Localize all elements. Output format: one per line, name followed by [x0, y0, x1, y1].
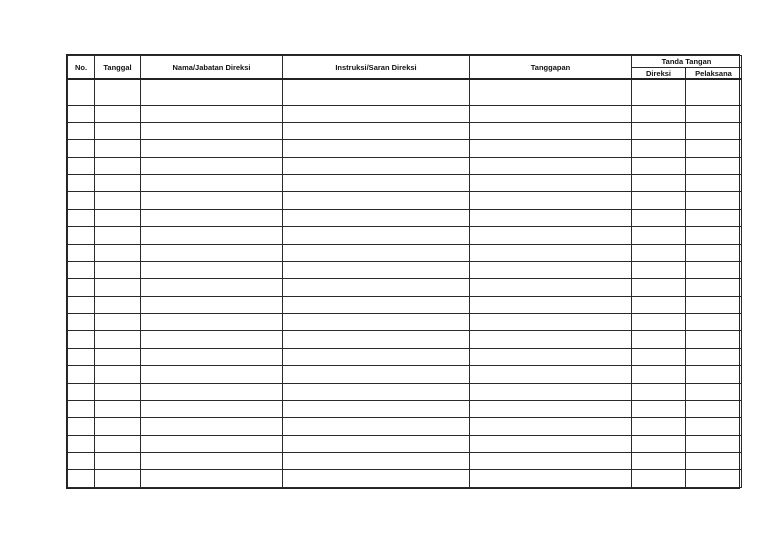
table-row	[68, 435, 742, 452]
table-row	[68, 296, 742, 313]
table-row	[68, 314, 742, 331]
cell-tanggapan[interactable]	[470, 140, 632, 157]
cell-tanggal[interactable]	[95, 470, 141, 488]
table-row	[68, 348, 742, 365]
cell-nama-jabatan[interactable]	[141, 331, 283, 348]
cell-instruksi[interactable]	[283, 261, 470, 278]
table-row	[68, 140, 742, 157]
header-tanggapan: Tanggapan	[470, 56, 632, 80]
cell-ttd-direksi[interactable]	[632, 279, 686, 296]
cell-ttd-direksi[interactable]	[632, 400, 686, 417]
cell-ttd-direksi[interactable]	[632, 157, 686, 174]
cell-ttd-pelaksana[interactable]	[686, 192, 742, 209]
cell-ttd-direksi[interactable]	[632, 453, 686, 470]
cell-ttd-pelaksana[interactable]	[686, 400, 742, 417]
cell-tanggal[interactable]	[95, 435, 141, 452]
cell-no[interactable]	[68, 453, 95, 470]
cell-ttd-direksi[interactable]	[632, 175, 686, 192]
cell-nama-jabatan[interactable]	[141, 400, 283, 417]
cell-nama-jabatan[interactable]	[141, 453, 283, 470]
cell-tanggal[interactable]	[95, 192, 141, 209]
cell-ttd-pelaksana[interactable]	[686, 140, 742, 157]
cell-tanggapan[interactable]	[470, 227, 632, 244]
cell-instruksi[interactable]	[283, 383, 470, 400]
cell-no[interactable]	[68, 470, 95, 488]
cell-ttd-pelaksana[interactable]	[686, 209, 742, 226]
cell-no[interactable]	[68, 314, 95, 331]
cell-tanggapan[interactable]	[470, 470, 632, 488]
cell-tanggal[interactable]	[95, 331, 141, 348]
cell-instruksi[interactable]	[283, 122, 470, 139]
cell-instruksi[interactable]	[283, 244, 470, 261]
cell-nama-jabatan[interactable]	[141, 261, 283, 278]
cell-ttd-pelaksana[interactable]	[686, 279, 742, 296]
cell-no[interactable]	[68, 209, 95, 226]
cell-tanggal[interactable]	[95, 79, 141, 105]
table-row	[68, 366, 742, 383]
cell-ttd-direksi[interactable]	[632, 348, 686, 365]
cell-tanggapan[interactable]	[470, 122, 632, 139]
cell-nama-jabatan[interactable]	[141, 279, 283, 296]
cell-ttd-direksi[interactable]	[632, 209, 686, 226]
cell-tanggapan[interactable]	[470, 418, 632, 435]
cell-instruksi[interactable]	[283, 400, 470, 417]
header-instruksi: Instruksi/Saran Direksi	[283, 56, 470, 80]
table-body	[68, 79, 742, 488]
cell-instruksi[interactable]	[283, 366, 470, 383]
cell-tanggal[interactable]	[95, 261, 141, 278]
cell-tanggal[interactable]	[95, 122, 141, 139]
table-row	[68, 279, 742, 296]
table-row	[68, 453, 742, 470]
cell-ttd-direksi[interactable]	[632, 383, 686, 400]
table-row	[68, 122, 742, 139]
cell-instruksi[interactable]	[283, 192, 470, 209]
cell-tanggapan[interactable]	[470, 261, 632, 278]
cell-no[interactable]	[68, 140, 95, 157]
table-row	[68, 418, 742, 435]
header-no: No.	[68, 56, 95, 80]
cell-tanggapan[interactable]	[470, 435, 632, 452]
cell-instruksi[interactable]	[283, 227, 470, 244]
cell-ttd-direksi[interactable]	[632, 244, 686, 261]
cell-instruksi[interactable]	[283, 279, 470, 296]
cell-instruksi[interactable]	[283, 435, 470, 452]
cell-ttd-pelaksana[interactable]	[686, 435, 742, 452]
cell-instruksi[interactable]	[283, 418, 470, 435]
cell-ttd-pelaksana[interactable]	[686, 470, 742, 488]
cell-no[interactable]	[68, 348, 95, 365]
table-row	[68, 192, 742, 209]
cell-nama-jabatan[interactable]	[141, 105, 283, 122]
cell-nama-jabatan[interactable]	[141, 383, 283, 400]
cell-tanggal[interactable]	[95, 279, 141, 296]
cell-instruksi[interactable]	[283, 296, 470, 313]
cell-instruksi[interactable]	[283, 79, 470, 105]
direction-log-table	[67, 55, 742, 488]
cell-nama-jabatan[interactable]	[141, 244, 283, 261]
cell-no[interactable]	[68, 157, 95, 174]
direction-log-form	[66, 54, 740, 489]
cell-tanggal[interactable]	[95, 175, 141, 192]
cell-nama-jabatan[interactable]	[141, 175, 283, 192]
cell-tanggapan[interactable]	[470, 175, 632, 192]
cell-ttd-pelaksana[interactable]	[686, 418, 742, 435]
cell-tanggal[interactable]	[95, 140, 141, 157]
cell-tanggal[interactable]	[95, 366, 141, 383]
header-tanggal: Tanggal	[95, 56, 141, 80]
cell-no[interactable]	[68, 366, 95, 383]
cell-tanggapan[interactable]	[470, 157, 632, 174]
cell-instruksi[interactable]	[283, 348, 470, 365]
cell-ttd-direksi[interactable]	[632, 79, 686, 105]
cell-tanggapan[interactable]	[470, 296, 632, 313]
cell-nama-jabatan[interactable]	[141, 192, 283, 209]
cell-ttd-pelaksana[interactable]	[686, 105, 742, 122]
table-row	[68, 244, 742, 261]
cell-ttd-pelaksana[interactable]	[686, 261, 742, 278]
table-row	[68, 400, 742, 417]
cell-instruksi[interactable]	[283, 209, 470, 226]
cell-no[interactable]	[68, 175, 95, 192]
cell-tanggal[interactable]	[95, 314, 141, 331]
cell-no[interactable]	[68, 296, 95, 313]
cell-ttd-direksi[interactable]	[632, 122, 686, 139]
cell-nama-jabatan[interactable]	[141, 296, 283, 313]
cell-instruksi[interactable]	[283, 331, 470, 348]
cell-tanggal[interactable]	[95, 418, 141, 435]
cell-ttd-direksi[interactable]	[632, 418, 686, 435]
cell-tanggal[interactable]	[95, 209, 141, 226]
cell-instruksi[interactable]	[283, 453, 470, 470]
cell-tanggapan[interactable]	[470, 366, 632, 383]
cell-tanggal[interactable]	[95, 296, 141, 313]
cell-ttd-direksi[interactable]	[632, 435, 686, 452]
cell-nama-jabatan[interactable]	[141, 227, 283, 244]
header-nama-jabatan: Nama/Jabatan Direksi	[141, 56, 283, 80]
cell-tanggapan[interactable]	[470, 79, 632, 105]
cell-nama-jabatan[interactable]	[141, 435, 283, 452]
table-row	[68, 261, 742, 278]
cell-tanggal[interactable]	[95, 348, 141, 365]
cell-tanggal[interactable]	[95, 105, 141, 122]
table-row	[68, 209, 742, 226]
cell-no[interactable]	[68, 383, 95, 400]
cell-ttd-direksi[interactable]	[632, 227, 686, 244]
cell-no[interactable]	[68, 105, 95, 122]
cell-ttd-pelaksana[interactable]	[686, 244, 742, 261]
cell-nama-jabatan[interactable]	[141, 157, 283, 174]
cell-tanggal[interactable]	[95, 400, 141, 417]
cell-ttd-direksi[interactable]	[632, 296, 686, 313]
cell-instruksi[interactable]	[283, 314, 470, 331]
cell-nama-jabatan[interactable]	[141, 470, 283, 488]
cell-instruksi[interactable]	[283, 105, 470, 122]
cell-no[interactable]	[68, 279, 95, 296]
cell-ttd-direksi[interactable]	[632, 140, 686, 157]
cell-no[interactable]	[68, 418, 95, 435]
cell-tanggapan[interactable]	[470, 279, 632, 296]
cell-tanggapan[interactable]	[470, 348, 632, 365]
cell-instruksi[interactable]	[283, 175, 470, 192]
cell-no[interactable]	[68, 192, 95, 209]
cell-ttd-pelaksana[interactable]	[686, 314, 742, 331]
cell-ttd-direksi[interactable]	[632, 261, 686, 278]
table-row	[68, 383, 742, 400]
cell-no[interactable]	[68, 400, 95, 417]
cell-nama-jabatan[interactable]	[141, 79, 283, 105]
cell-ttd-pelaksana[interactable]	[686, 227, 742, 244]
cell-ttd-pelaksana[interactable]	[686, 175, 742, 192]
cell-instruksi[interactable]	[283, 157, 470, 174]
cell-no[interactable]	[68, 261, 95, 278]
table-row	[68, 79, 742, 105]
cell-tanggal[interactable]	[95, 244, 141, 261]
cell-tanggal[interactable]	[95, 157, 141, 174]
cell-nama-jabatan[interactable]	[141, 122, 283, 139]
cell-tanggapan[interactable]	[470, 105, 632, 122]
cell-ttd-direksi[interactable]	[632, 314, 686, 331]
cell-ttd-pelaksana[interactable]	[686, 331, 742, 348]
cell-nama-jabatan[interactable]	[141, 140, 283, 157]
cell-ttd-pelaksana[interactable]	[686, 453, 742, 470]
cell-no[interactable]	[68, 331, 95, 348]
cell-no[interactable]	[68, 79, 95, 105]
table-row	[68, 105, 742, 122]
cell-ttd-pelaksana[interactable]	[686, 348, 742, 365]
cell-no[interactable]	[68, 227, 95, 244]
table-row	[68, 175, 742, 192]
header-tanda-tangan: Tanda Tangan	[632, 56, 742, 68]
cell-ttd-pelaksana[interactable]	[686, 79, 742, 105]
cell-tanggapan[interactable]	[470, 331, 632, 348]
cell-ttd-pelaksana[interactable]	[686, 366, 742, 383]
cell-nama-jabatan[interactable]	[141, 209, 283, 226]
table-row	[68, 227, 742, 244]
cell-no[interactable]	[68, 244, 95, 261]
cell-ttd-pelaksana[interactable]	[686, 122, 742, 139]
cell-tanggapan[interactable]	[470, 314, 632, 331]
header-pelaksana: Pelaksana	[686, 68, 742, 80]
table-row	[68, 157, 742, 174]
cell-no[interactable]	[68, 122, 95, 139]
table-row	[68, 331, 742, 348]
cell-tanggal[interactable]	[95, 453, 141, 470]
table-header	[68, 56, 742, 80]
cell-nama-jabatan[interactable]	[141, 348, 283, 365]
cell-ttd-direksi[interactable]	[632, 331, 686, 348]
cell-tanggapan[interactable]	[470, 383, 632, 400]
cell-tanggapan[interactable]	[470, 400, 632, 417]
cell-instruksi[interactable]	[283, 140, 470, 157]
table-row	[68, 470, 742, 488]
cell-tanggapan[interactable]	[470, 192, 632, 209]
cell-nama-jabatan[interactable]	[141, 314, 283, 331]
cell-tanggapan[interactable]	[470, 244, 632, 261]
cell-tanggal[interactable]	[95, 383, 141, 400]
cell-ttd-direksi[interactable]	[632, 366, 686, 383]
cell-ttd-direksi[interactable]	[632, 192, 686, 209]
cell-tanggal[interactable]	[95, 227, 141, 244]
cell-tanggapan[interactable]	[470, 209, 632, 226]
cell-ttd-pelaksana[interactable]	[686, 383, 742, 400]
cell-nama-jabatan[interactable]	[141, 366, 283, 383]
cell-ttd-direksi[interactable]	[632, 470, 686, 488]
cell-ttd-pelaksana[interactable]	[686, 296, 742, 313]
cell-instruksi[interactable]	[283, 470, 470, 488]
header-direksi: Direksi	[632, 68, 686, 80]
cell-nama-jabatan[interactable]	[141, 418, 283, 435]
cell-no[interactable]	[68, 435, 95, 452]
cell-ttd-pelaksana[interactable]	[686, 157, 742, 174]
cell-ttd-direksi[interactable]	[632, 105, 686, 122]
cell-tanggapan[interactable]	[470, 453, 632, 470]
